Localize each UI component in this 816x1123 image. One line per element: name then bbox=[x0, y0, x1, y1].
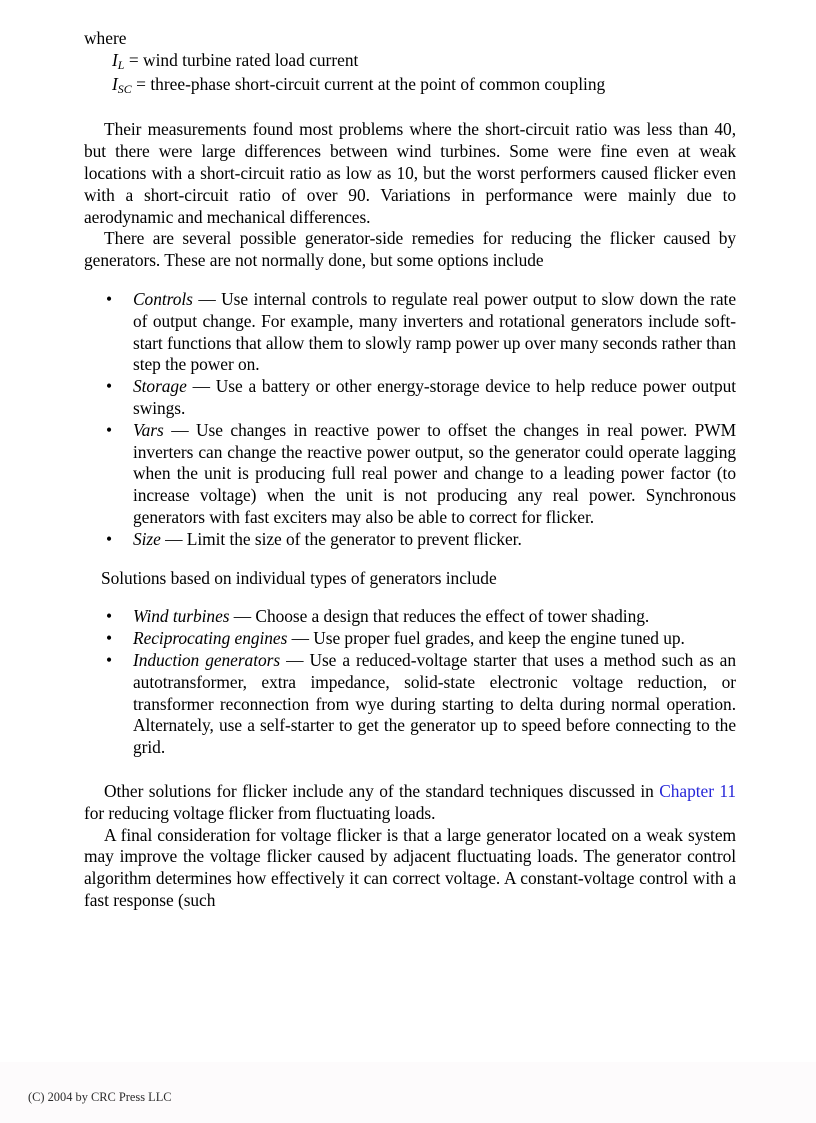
list-item-text: Use a battery or other energy-storage device to help reduce power output swings. bbox=[133, 376, 737, 418]
list-item-dash: — bbox=[186, 376, 216, 397]
list-item-text: Use changes in reactive power to offset the changes in real power. PWM inverters can change the reactive power output, so the generator could operate lagging when the unit is producing full real power and change to a leading power factor (to increase voltage) when the unit is not producing any real power. Synchronous generators with fast exciters may also be able to correct for flicker. bbox=[133, 419, 737, 527]
list-item-term: Vars bbox=[133, 419, 164, 440]
list-item-term: Controls bbox=[133, 288, 193, 309]
spacer bbox=[84, 551, 736, 568]
list-item-dash: — bbox=[229, 606, 256, 627]
list-item-dash: — bbox=[287, 628, 314, 649]
list-item bbox=[84, 606, 736, 628]
list-item bbox=[84, 628, 736, 650]
list-item-term: Size bbox=[133, 528, 161, 549]
bullet-icon: • bbox=[106, 649, 113, 670]
symbol-definition-text: wind turbine rated load current bbox=[143, 49, 359, 70]
list-item-dash: — bbox=[280, 649, 310, 670]
list-item-text: Choose a design that reduces the effect of tower shading. bbox=[255, 606, 650, 627]
copyright-notice: (C) 2004 by CRC Press LLC bbox=[28, 1090, 172, 1104]
list-item-text: Use internal controls to regulate real power output to slow down the rate of output change. For example, many inverters and rotational generators include soft-start functions that allow them to slowly ramp power up over many seconds rather than step the power on. bbox=[133, 288, 736, 375]
paragraph-final-consideration: A final consideration for voltage flicker is that a large generator located on a weak system may improve the voltage flicker caused by adjacent fluctuating loads. The generator control algorithm determines how effectively it can correct voltage. A constant-voltage control with a fast response (such bbox=[84, 824, 736, 910]
spacer bbox=[84, 272, 736, 289]
symbol-definition-text: three-phase short-circuit current at the point of common coupling bbox=[150, 73, 606, 94]
list-item-text: Use a reduced-voltage starter that uses a method such as an autotransformer, extra impedance, solid-state electronic voltage reduction, or transformer reconnection from wye during starting to delta during normal operation. Alternately, use a self-starter to get the generator up to speed before connecting to the grid. bbox=[133, 649, 736, 758]
spacer bbox=[84, 97, 736, 119]
symbol-definition-list bbox=[84, 50, 736, 98]
bullet-icon: • bbox=[106, 376, 113, 397]
paragraph-other-solutions bbox=[84, 781, 736, 825]
list-item-term: Wind turbines bbox=[133, 606, 230, 627]
list-item bbox=[84, 529, 736, 551]
paragraph-measurements: Their measurements found most problems where the short-circuit ratio was less than 40, but there were large differences between wind turbines. Some were fine even at weak locations with a short-circuit ratio as low as 10, but the worst performers caused flicker even with a short-circuit ratio of over 90. Variations in performance were mainly due to aerodynamic and mechanical differences. bbox=[84, 119, 736, 227]
list-item bbox=[84, 650, 736, 759]
symbol-definition-item bbox=[84, 74, 736, 98]
symbol-i-l: $I_L$ bbox=[112, 49, 125, 72]
list-item-dash: — bbox=[192, 288, 222, 309]
paragraph-solutions-intro: Solutions based on individual types of generators include bbox=[101, 567, 497, 588]
spacer bbox=[84, 759, 736, 781]
bullet-list-generator-types bbox=[84, 606, 736, 759]
where-label: where bbox=[84, 28, 127, 48]
other-solutions-post-link: for reducing voltage flicker from fluctuating loads. bbox=[84, 802, 436, 823]
list-item-term: Induction generators bbox=[133, 649, 281, 670]
equals-sign: = bbox=[128, 49, 139, 70]
list-item-text: Use proper fuel grades, and keep the engine tuned up. bbox=[313, 628, 685, 649]
chapter-11-link[interactable]: Chapter 11 bbox=[659, 780, 737, 801]
bullet-icon: • bbox=[106, 419, 113, 440]
bullet-icon: • bbox=[106, 528, 113, 549]
list-item bbox=[84, 376, 736, 420]
list-item-term: Reciprocating engines bbox=[133, 628, 288, 649]
list-item-dash: — bbox=[163, 419, 197, 440]
list-item bbox=[84, 289, 736, 376]
paragraph-generator-side-remedies: There are several possible generator-side remedies for reducing the flicker caused by generators. These are not normally done, but some options include bbox=[84, 228, 736, 271]
bullet-icon: • bbox=[106, 288, 113, 309]
list-item bbox=[84, 420, 736, 529]
symbol-definition-item bbox=[84, 50, 736, 74]
page-content bbox=[84, 28, 736, 912]
list-item-text: Limit the size of the generator to prevent flicker. bbox=[186, 528, 522, 549]
bullet-list-generator-remedies bbox=[84, 289, 736, 551]
equals-sign: = bbox=[136, 73, 146, 94]
bullet-icon: • bbox=[106, 606, 113, 627]
list-item-dash: — bbox=[160, 528, 187, 549]
bullet-icon: • bbox=[106, 628, 113, 649]
symbol-i-sc: $I_{SC}$ bbox=[112, 73, 132, 96]
list-item-term: Storage bbox=[133, 376, 187, 397]
where-block bbox=[84, 28, 736, 97]
other-solutions-pre-link: Other solutions for flicker include any of the standard techniques discussed in bbox=[104, 780, 660, 801]
spacer bbox=[84, 589, 736, 606]
